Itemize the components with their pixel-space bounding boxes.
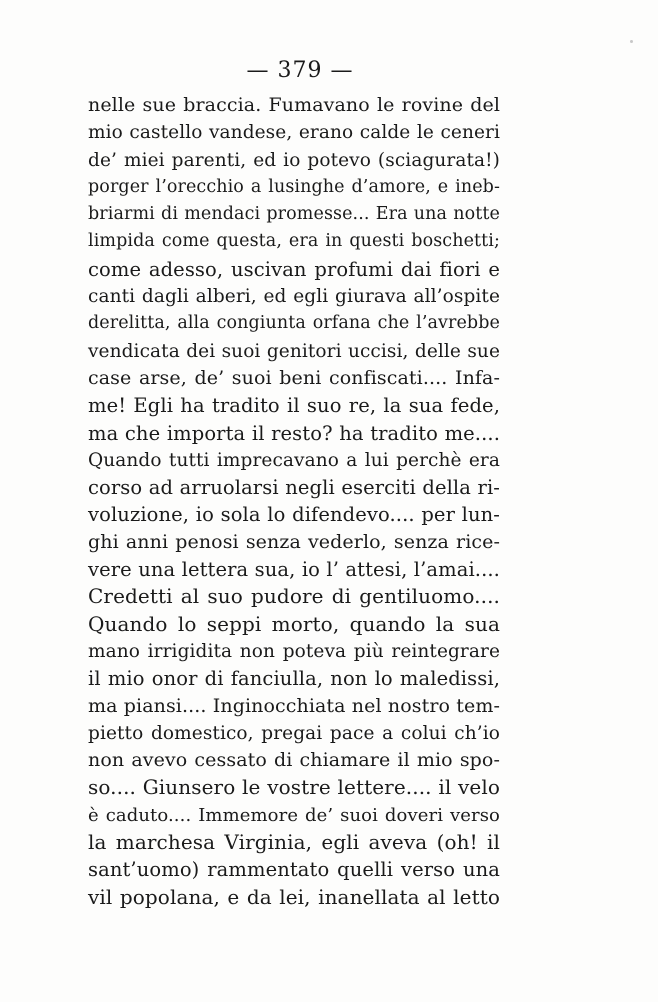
text-line: limpida come questa, era in questi boschetti; (88, 231, 500, 252)
text-line: è caduto.... Immemore de’ suoi doveri verso (88, 804, 500, 826)
text-line: porger l’orecchio a lusinghe d’amore, e ineb- (88, 176, 500, 197)
text-line: ma che importa il resto? ha tradito me.... (88, 421, 500, 445)
text-line: corso ad arruolarsi negli eserciti della ri- (88, 476, 500, 500)
text-line: nelle sue braccia. Fumavano le rovine del (88, 94, 500, 116)
text-line: me! Egli ha tradito il suo re, la sua fede, (88, 394, 500, 418)
text-line: ghi anni penosi senza vederlo, senza rice- (88, 530, 500, 553)
text-line: mano irrigidita non poteva più reintegrare (88, 640, 500, 662)
paper-speck (630, 40, 633, 43)
text-line: vere una lettera sua, io l’ attesi, l’amai.... (88, 558, 500, 582)
text-line: il mio onor di fanciulla, non lo maledissi, (88, 667, 500, 691)
text-line: Credetti al suo pudore di gentiluomo.... (88, 584, 500, 609)
text-line: la marchesa Virginia, egli aveva (oh! il (88, 830, 500, 855)
text-line: vil popolana, e da lei, inanellata al letto (88, 884, 500, 909)
text-line: vendicata dei suoi genitori uccisi, delle sue (88, 340, 500, 362)
text-line: sant’uomo) rammentato quelli verso una (88, 858, 500, 882)
text-line: mio castello vandese, erano calde le ceneri (88, 122, 500, 144)
text-line: come adesso, uscivan profumi dai fiori e (88, 257, 500, 281)
text-line: Quando tutti imprecavano a lui perchè era (88, 449, 500, 471)
page-number: — 379 — (246, 58, 354, 83)
text-line: briarmi di mendaci promesse... Era una notte (88, 204, 500, 225)
text-line: non avevo cessato di chiamare il mio spo- (88, 749, 500, 772)
text-line: voluzione, io sola lo difendevo.... per lun- (88, 503, 500, 527)
text-line: canti dagli alberi, ed egli giurava all’ospite (88, 286, 500, 308)
text-line: so.... Giunsero le vostre lettere.... il velo (88, 775, 500, 800)
text-line: ma piansi.... Inginocchiata nel nostro tem- (88, 694, 500, 717)
text-line: pietto domestico, pregai pace a colui ch’io (88, 722, 500, 744)
text-line: de’ miei parenti, ed io potevo (sciagurata!) (88, 149, 500, 171)
text-line: Quando lo seppi morto, quando la sua (88, 611, 500, 636)
text-line: derelitta, alla congiunta orfana che l’avrebbe (88, 313, 500, 334)
body-text (88, 92, 500, 911)
text-line: case arse, de’ suoi beni confiscati.... Infa- (88, 366, 500, 389)
